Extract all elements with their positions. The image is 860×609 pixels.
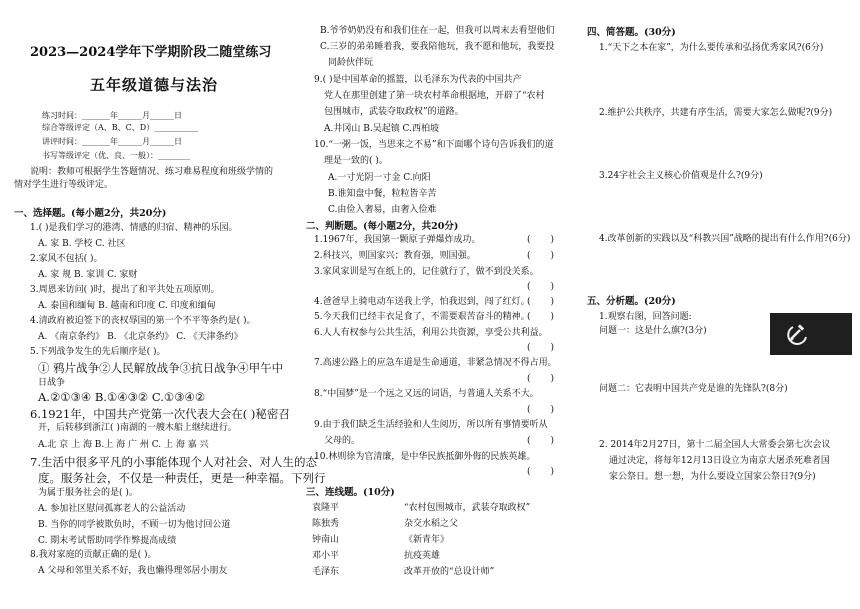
middle-column: [300, 0, 575, 609]
judgment-answer-box[interactable]: ( ): [527, 436, 555, 446]
col3-line-9: 2. 2014年2月27日，第十二届全国人大常委会第七次会议: [599, 440, 831, 450]
col2-line-10: B.谁知盘中餐，粒粒皆辛苦: [328, 189, 437, 199]
col3-line-7: 问题一：这是什么旗?(3分): [599, 326, 707, 336]
col1-line-9: 1.( )是我们学习的港湾、情感的归宿、精神的乐园。: [30, 223, 238, 233]
col1-line-17: 5.下列战争发生的先后顺序是( )。: [30, 347, 166, 357]
col2-line-6: A.井冈山 B.吴起镇 C.西柏坡: [324, 124, 439, 134]
judgment-answer-box[interactable]: ( ): [527, 343, 555, 353]
col2-line-8: 理是一致的( )。: [324, 156, 388, 166]
col3-line-6: 1.观察右图，回答问题:: [599, 312, 692, 322]
col3-line-4: 4.改革创新的实践以及“科教兴国”战略的提出有什么作用?(6分): [599, 234, 851, 244]
col1-line-15: 4.清政府被迫签下的丧权辱国的第一个不平等条约是( )。: [30, 316, 256, 326]
col3-line-1: 1.“天下之本在家”，为什么要传承和弘扬优秀家风?(6分): [599, 43, 824, 53]
col3-line-0: 四、简答题。(30分): [587, 27, 676, 38]
col2-line-5: 包围城市，武装夺取政权”的道路。: [324, 107, 464, 117]
col1-line-1: 五年级道德与法治: [90, 76, 219, 94]
col2-line-32: 抗疫英雄: [404, 551, 441, 561]
col2-line-30: 《新青年》: [404, 535, 450, 545]
col2-line-2: 同龄伙伴玩: [328, 58, 374, 68]
col2-line-9: A.一寸光阴一寸金 C.向阳: [328, 173, 431, 183]
judgment-answer-box[interactable]: ( ): [527, 405, 555, 415]
col1-line-5: 书写等级评定（优、良、一般）：________: [42, 151, 190, 160]
col1-line-29: C. 期末考试帮助同学作弊提高成绩: [38, 536, 177, 546]
col2-line-3: 9.( )是中国革命的摇篮，以毛泽东为代表的中国共产: [314, 75, 522, 85]
judgment-answer-box[interactable]: ( ): [527, 312, 555, 322]
col1-line-10: A. 家 B. 学校 C. 社区: [38, 239, 126, 249]
col2-line-29: 钟南山: [312, 535, 340, 545]
col2-line-25: 袁隆平: [312, 503, 340, 513]
col2-line-24: 三、连线题。(10分): [306, 487, 395, 498]
col2-line-22: 父母的。: [324, 436, 361, 446]
col2-line-20: 8.“中国梦”是一个远之又远的词语，与普通人关系不大。: [314, 389, 539, 399]
col2-line-12: 二、判断题。(每小题2分，共20分): [306, 221, 459, 232]
col1-line-13: 3.周恩来访问( )时，提出了和平共处五项原则。: [30, 285, 220, 295]
judgment-answer-box[interactable]: ( ): [527, 297, 555, 307]
col1-line-21: 6.1921年，中国共产党第一次代表大会在( )秘密召: [30, 407, 290, 421]
col2-line-11: C.由俭入奢易，由奢入俭难: [328, 205, 437, 215]
judgment-answer-box[interactable]: ( ): [527, 467, 555, 477]
col2-line-33: 毛泽东: [312, 567, 340, 577]
col1-line-16: A. 《南京条约》 B. 《北京条约》 C. 《天津条约》: [38, 332, 243, 342]
col2-line-13: 1.1967年，我国第一颗原子弹爆炸成功。: [314, 235, 481, 245]
judgment-answer-box[interactable]: ( ): [527, 235, 555, 245]
col2-line-17: 5.今天我们已经丰衣足食了，不需要艰苦奋斗的精神。: [314, 312, 530, 322]
col2-line-1: C.三岁的弟弟睡着我，要我陪他玩，我不愿和他玩，我要投: [320, 42, 555, 52]
col1-line-31: A 父母和邻里关系不好，我也懒得理邻居小朋友: [38, 566, 228, 576]
col1-line-4: 讲评时间：_______年______月______日: [42, 137, 182, 146]
col2-line-23: 10.林则徐为官清廉，是中华民族抵御外侮的民族英雄。: [314, 452, 536, 462]
party-flag-image: [770, 313, 852, 355]
col2-line-19: 7.高速公路上的应急车道是生命通道，非紧急情况不得占用。: [314, 358, 557, 368]
col1-line-0: 2023—2024学年下学期阶段二随堂练习: [30, 45, 272, 60]
col3-line-5: 五、分析题。(20分): [587, 296, 676, 307]
col2-line-31: 邓小平: [312, 551, 340, 561]
col2-line-15: 3.家风家训是写在纸上的，记住就行了，做不到没关系。: [314, 267, 539, 277]
right-column: [575, 0, 860, 609]
col2-line-34: 改革开放的“总设计师”: [404, 567, 495, 577]
col3-line-3: 3.24字社会主义核心价值观是什么?(9分): [599, 171, 763, 181]
col1-line-8: 一、选择题。(每小题2分，共20分): [14, 208, 167, 219]
col1-line-25: 度。服务社会，不仅是一种责任，更是一种幸福。下列行: [38, 471, 326, 485]
col1-line-3: 综合等级评定（A、B、C、D）___________: [42, 123, 199, 132]
col2-line-21: 9.由于我们缺乏生活经验和人生阅历，所以所有事情要听从: [314, 420, 548, 430]
col1-line-18: ① 鸦片战争②人民解放战争③抗日战争④甲午中: [38, 361, 284, 375]
col3-line-10: 通过决定，将每年12月13日设立为南京大屠杀死难者国: [609, 456, 830, 466]
col3-line-11: 家公祭日。想一想，为什么要设立国家公祭日?(9分): [609, 472, 816, 482]
col1-line-11: 2.家风不包括( )。: [30, 254, 103, 264]
hammer-sickle-icon: [786, 321, 812, 347]
col2-line-26: “农村包围城市，武装夺取政权”: [404, 503, 531, 513]
col1-line-30: 8.我对家庭的贡献正确的是( )。: [30, 550, 157, 560]
col1-line-27: A. 参加社区慰问孤寡老人的公益活动: [38, 504, 186, 514]
col2-line-18: 6.人人有权参与公共生活，利用公共资源，享受公共利益。: [314, 328, 548, 338]
col1-line-6: 说明：教师可根据学生答题情况、练习难易程度和班级学情的: [30, 167, 274, 177]
col3-line-8: 问题二：它表明中国共产党是谁的先锋队?(8分): [599, 384, 788, 394]
col2-line-0: B.爷爷奶奶没有和我们住在一起，但我可以周末去看望他们: [320, 26, 555, 36]
col2-line-28: 杂交水稻之父: [404, 519, 459, 529]
col2-line-7: 10.“一粥一饭，当思来之不易”和下面哪个诗句告诉我们的道: [314, 140, 554, 150]
col1-line-24: 7.生活中很多平凡的小事能体现个人对社会、对人生的态: [30, 455, 317, 469]
judgment-answer-box[interactable]: ( ): [527, 282, 555, 292]
col3-line-2: 2.维护公共秩序，共建有序生活，需要大家怎么做呢?(9分): [599, 108, 833, 118]
col2-line-4: 党人在那里创建了第一块农村革命根据地，开辟了“农村: [324, 91, 545, 101]
col2-line-27: 陈独秀: [312, 519, 340, 529]
col1-line-12: A. 家 规 B. 家训 C. 家财: [38, 270, 138, 280]
col2-line-16: 4.爸爸早上骑电动车送我上学，怕我迟到，闯了红灯。: [314, 297, 530, 307]
col1-line-26: 为属于服务社会的是( )。: [38, 488, 138, 498]
col1-line-23: A.北 京 上 海 B.上 海 广 州 C. 上 海 嘉 兴: [38, 440, 209, 450]
judgment-answer-box[interactable]: ( ): [527, 374, 555, 384]
col1-line-28: B. 当你的同学被欺负时，不顾一切为他讨回公道: [38, 520, 231, 530]
judgment-answer-box[interactable]: ( ): [527, 251, 555, 261]
col1-line-22: 开，后转移到浙江( )南湖的一艘木船上继续进行。: [38, 423, 237, 433]
col2-line-14: 2.科技兴，则国家兴；教育强，则国强。: [314, 251, 476, 261]
col1-line-20: A.②①③④ B.①④③② C.①③④②: [38, 390, 206, 404]
col1-line-7: 情对学生进行等级评定。: [14, 180, 114, 190]
col1-line-19: 日战争: [38, 378, 66, 388]
col1-line-2: 练习时间：_______年______月______日: [42, 111, 182, 120]
col1-line-14: A. 泰国和缅甸 B. 越南和印度 C. 印度和缅甸: [38, 301, 216, 311]
